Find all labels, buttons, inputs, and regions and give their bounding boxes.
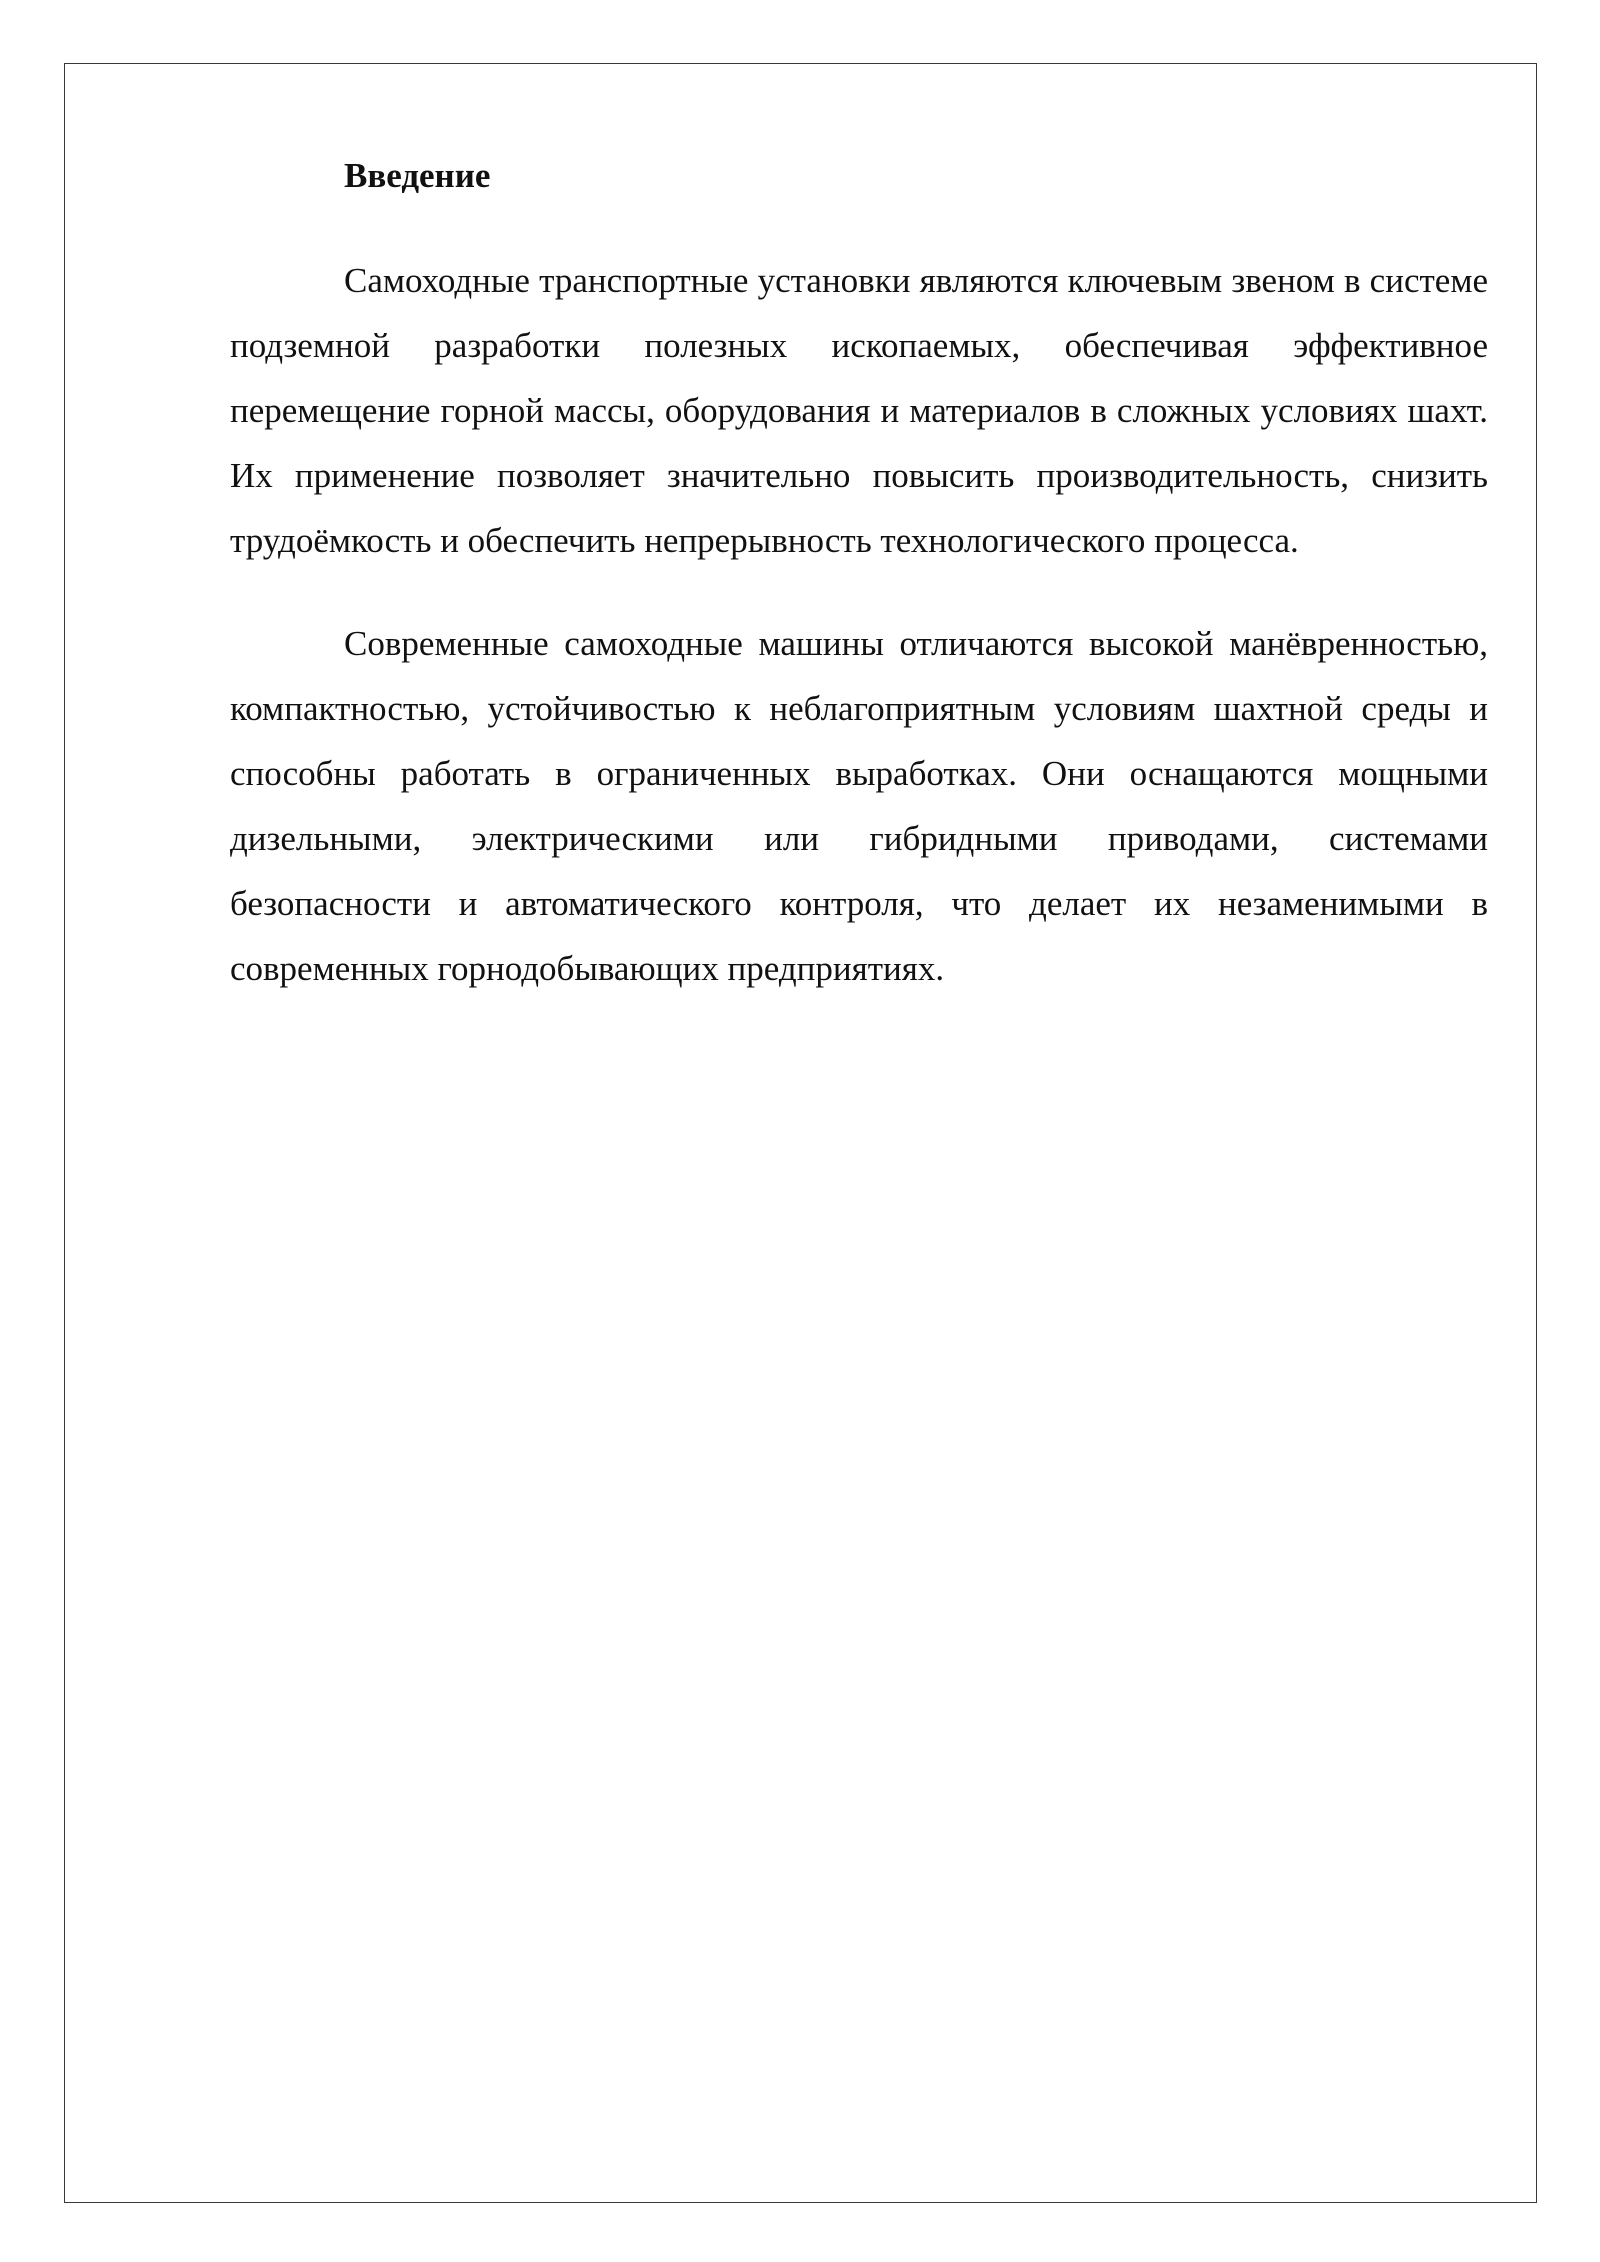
document-body — [230, 150, 1488, 1001]
paragraph-2: Современные самоходные машины отличаются высокой манёвренностью, компактностью, устойчивостью к неблагоприятным условиям шахтной среды и способны работать в ограниченных выработках. Они оснащаются мощными дизельными, электрическими или гибридными приводами, системами безопасности и автоматического контроля, что делает их незаменимыми в современных горнодобывающих предприятиях. — [230, 624, 1488, 988]
paragraph-1: Самоходные транспортные установки являются ключевым звеном в системе подземной разработки полезных ископаемых, обеспечивая эффективное перемещение горной массы, оборудования и материалов в сложных условиях шахт. Их применение позволяет значительно повысить производительность, снизить трудоёмкость и обеспечить непрерывность технологического процесса. — [230, 261, 1488, 560]
section-heading: Введение — [344, 156, 491, 195]
